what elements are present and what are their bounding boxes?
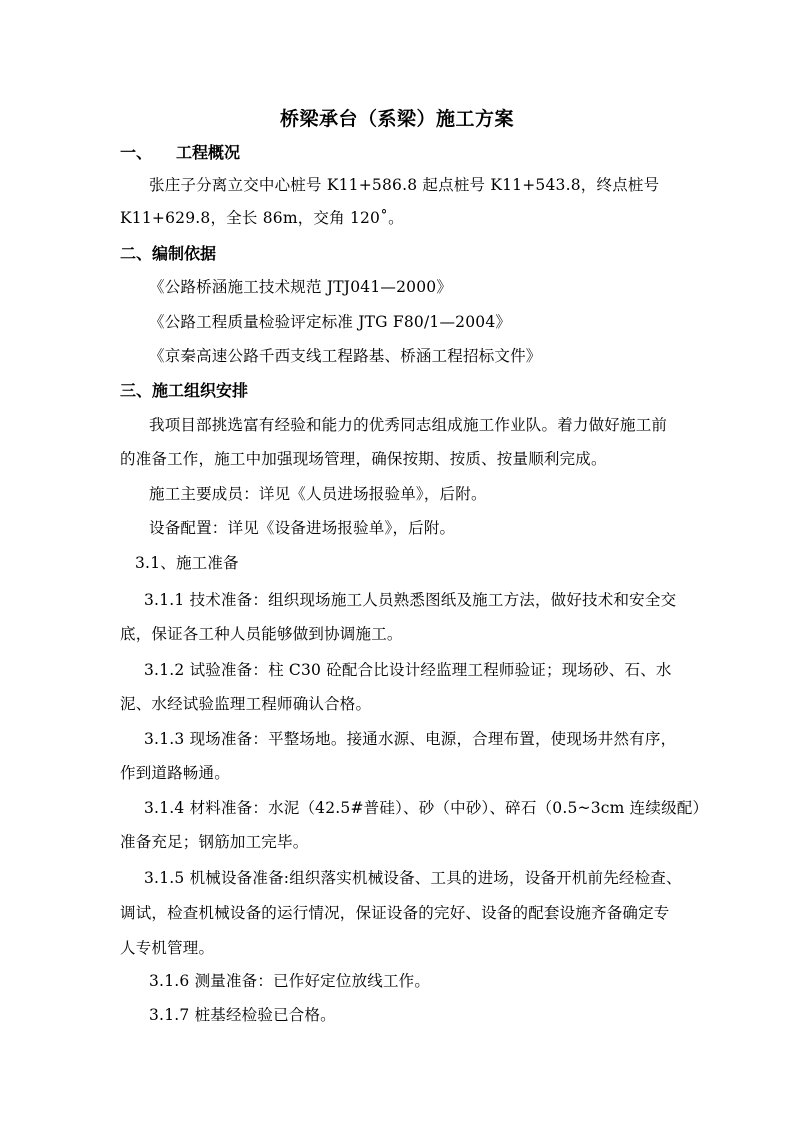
section3-para1-line1: 我项目部挑选富有经验和能力的优秀同志组成施工作业队。着力做好施工前 [149, 416, 668, 434]
item-3-1-7: 3.1.7 桩基经检验已合格。 [149, 1006, 336, 1024]
reference-1: 《公路桥涵施工技术规范 JTJ041—2000》 [149, 278, 453, 296]
item-3-1-2-line1: 3.1.2 试验准备：柱 C30 砼配合比设计经监理工程师验证；现场砂、石、水 [144, 661, 672, 679]
reference-2: 《公路工程质量检验评定标准 JTG F80/1—2004》 [149, 313, 512, 331]
item-3-1-6: 3.1.6 测量准备：已作好定位放线工作。 [149, 972, 431, 990]
item-3-1-1-line1: 3.1.1 技术准备：组织现场施工人员熟悉图纸及施工方法，做好技术和安全交 [144, 591, 677, 609]
section1-heading [120, 140, 240, 163]
item-3-1-4-line1: 3.1.4 材料准备：水泥（42.5#普硅）、砂（中砂）、碎石（0.5~3cm 连续级配） [144, 799, 709, 817]
section3-para2: 施工主要成员：详见《人员进场报验单》，后附。 [149, 485, 487, 503]
subsection-3-1: 3.1、施工准备 [135, 554, 239, 572]
item-3-1-5-line1: 3.1.5 机械设备准备:组织落实机械设备、工具的进场，设备开机前先经检查、 [144, 869, 682, 887]
section3-para1-line2: 的准备工作，施工中加强现场管理，确保按期、按质、按量顺利完成。 [120, 450, 607, 468]
page-title: 桥梁承台（系梁）施工方案 [279, 108, 514, 130]
section1-line2: K11+629.8，全长 86m，交角 120˚。 [120, 209, 404, 227]
item-3-1-5-line3: 人专机管理。 [120, 939, 215, 957]
section1-title: 工程概况 [176, 143, 241, 162]
item-3-1-3-line2: 作到道路畅通。 [120, 764, 230, 782]
item-3-1-2-line2: 泥、水经试验监理工程师确认合格。 [120, 695, 372, 713]
section3-heading: 三、施工组织安排 [120, 381, 249, 400]
section2-heading: 二、编制依据 [120, 244, 217, 263]
section1-line1: 张庄子分离立交中心桩号 K11+586.8 起点桩号 K11+543.8，终点桩号 [149, 176, 660, 194]
section3-para3: 设备配置：详见《设备进场报验单》，后附。 [149, 519, 456, 537]
item-3-1-5-line2: 调试，检查机械设备的运行情况，保证设备的完好、设备的配套设施齐备确定专 [120, 904, 670, 922]
item-3-1-4-line2: 准备充足；钢筋加工完毕。 [120, 833, 309, 851]
item-3-1-3-line1: 3.1.3 现场准备：平整场地。接通水源、电源，合理布置，使现场井然有序， [144, 730, 677, 748]
item-3-1-1-line2: 底，保证各工种人员能够做到协调施工。 [120, 625, 403, 643]
reference-3: 《京秦高速公路千西支线工程路基、桥涵工程招标文件》 [149, 347, 542, 365]
section1-number: 一、 [120, 143, 153, 162]
